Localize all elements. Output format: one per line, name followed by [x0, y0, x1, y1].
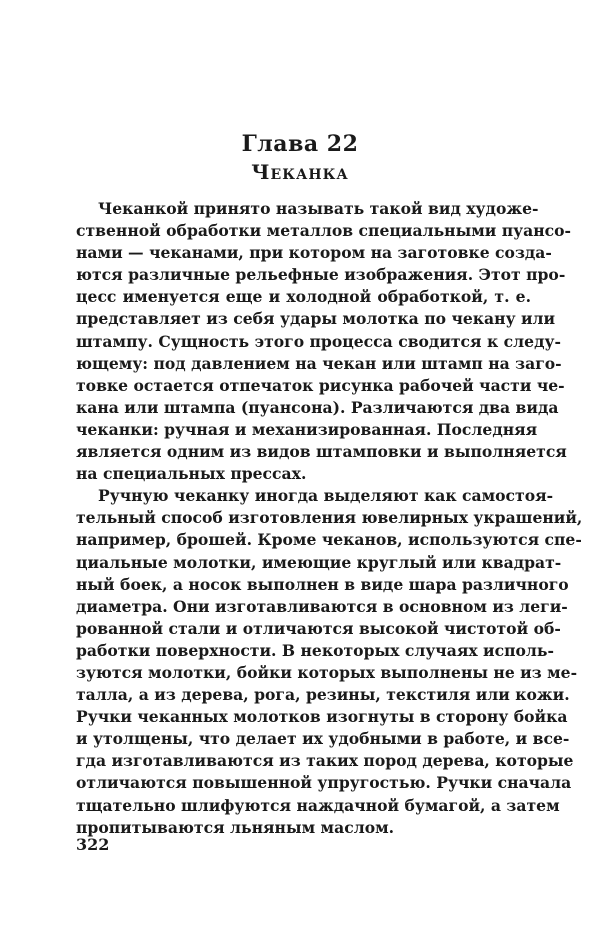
text-line: товке остается отпечаток рисунка рабочей части че-	[76, 375, 565, 395]
text-line: ются различные рельефные изображения. Этот про-	[76, 265, 566, 285]
text-line: например, брошей. Кроме чеканов, используются спе-	[76, 530, 582, 550]
page-number: 322	[76, 835, 110, 854]
text-line: штампу. Сущность этого процесса сводится к следу-	[76, 331, 561, 351]
paragraph-1	[76, 198, 572, 485]
text-line: ственной обработки металлов специальными пуансо-	[76, 221, 572, 241]
text-line: на специальных прессах.	[76, 464, 307, 484]
chapter-title: Чеканка	[251, 160, 349, 184]
text-line: гда изготавливаются из таких пород дерева, которые	[76, 751, 574, 771]
text-line: циальные молотки, имеющие круглый или квадрат-	[76, 552, 562, 572]
text-line: кана или штампа (пуансона). Различаются два вида	[76, 397, 559, 417]
text-line: цесс именуется еще и холодной обработкой, т. е.	[76, 287, 531, 307]
text-line: талла, а из дерева, рога, резины, текстиля или кожи.	[76, 685, 570, 705]
text-line: отличаются повышенной упругостью. Ручки сначала	[76, 773, 572, 793]
text-line: диаметра. Они изготавливаются в основном из леги-	[76, 596, 568, 616]
chapter-heading	[0, 130, 600, 186]
text-line: тщательно шлифуются наждачной бумагой, а затем	[76, 795, 560, 815]
text-line: зуются молотки, бойки которых выполнены не из ме-	[76, 662, 578, 682]
text-line: пропитываются льняным маслом.	[76, 817, 395, 837]
text-line: Ручную чеканку иногда выделяют как самостоя-	[98, 486, 554, 506]
text-line: Ручки чеканных молотков изогнуты в сторону бойка	[76, 707, 568, 727]
paragraph-2	[76, 485, 583, 839]
text-line: нами — чеканами, при котором на заготовке созда-	[76, 243, 552, 263]
text-line: чеканки: ручная и механизированная. Последняя	[76, 419, 538, 439]
chapter-body	[76, 198, 583, 839]
text-line: тельный способ изготовления ювелирных украшений,	[76, 508, 583, 528]
text-line: ющему: под давлением на чекан или штамп на заго-	[76, 353, 562, 373]
chapter-number: Глава 22	[241, 131, 359, 157]
text-line: Чеканкой принято называть такой вид художе-	[98, 199, 539, 218]
text-line: работки поверхности. В некоторых случаях исполь-	[76, 640, 554, 660]
text-line: представляет из себя удары молотка по чекану или	[76, 309, 556, 329]
text-line: является одним из видов штамповки и выполняется	[76, 442, 567, 462]
text-line: и утолщены, что делает их удобными в работе, и все-	[76, 729, 570, 749]
text-line: рованной стали и отличаются высокой чистотой об-	[76, 618, 561, 638]
text-line: ный боек, а носок выполнен в виде шара различного	[76, 574, 569, 594]
